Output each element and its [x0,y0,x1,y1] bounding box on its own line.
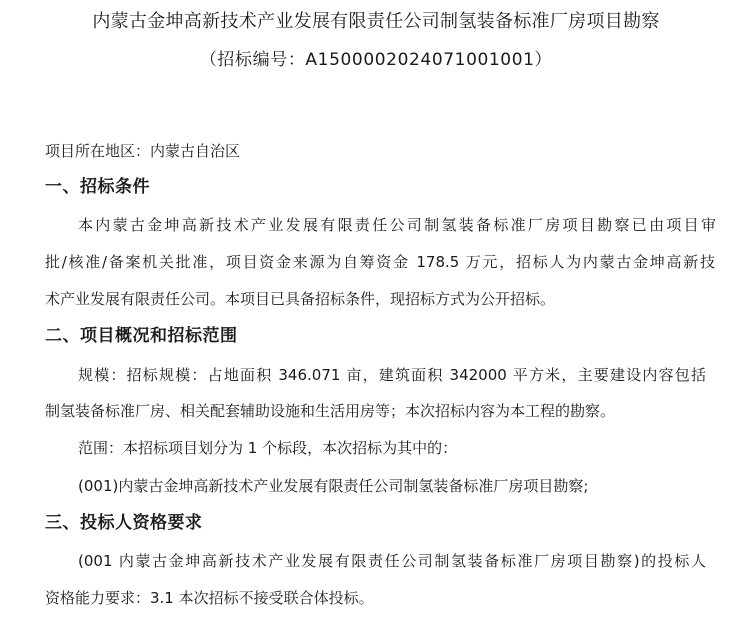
section-2-paragraph-line: 制氢装备标准厂房、相关配套辅助设施和生活用房等；本次招标内容为本工程的勘察。 [45,402,616,420]
project-region: 项目所在地区：内蒙古自治区 [45,142,241,160]
section-2-paragraph-line: (001)内蒙古金坤高新技术产业发展有限责任公司制氢装备标准厂房项目勘察; [78,477,589,495]
document-title: 内蒙古金坤高新技术产业发展有限责任公司制氢装备标准厂房项目勘察 [92,11,660,32]
section-3-paragraph-line: (001 内蒙古金坤高新技术产业发展有限责任公司制氢装备标准厂房项目勘察)的投标人 [78,552,706,570]
section-heading-project-overview: 二、项目概况和招标范围 [45,326,238,346]
section-2-paragraph-line: 范围：本招标项目划分为 1 个标段，本次招标为其中的： [78,439,458,457]
tender-number: （招标编号：A1500002024071001001） [199,50,553,70]
section-heading-bidder-qualifications: 三、投标人资格要求 [45,513,203,533]
section-1-paragraph-line: 本内蒙古金坤高新技术产业发展有限责任公司制氢装备标准厂房项目勘察已由项目审 [78,216,716,234]
section-heading-tender-conditions: 一、招标条件 [45,177,150,197]
section-2-paragraph-line: 规模：招标规模：占地面积 346.071 亩，建筑面积 342000 平方米，主要建设内容包括 [78,366,706,384]
section-1-paragraph-line: 术产业发展有限责任公司。本项目已具备招标条件，现招标方式为公开招标。 [45,290,556,308]
section-3-paragraph-line: 资格能力要求：3.1 本次招标不接受联合体投标。 [45,589,374,607]
section-1-paragraph-line: 批/核准/备案机关批准，项目资金来源为自筹资金 178.5 万元，招标人为内蒙古金坤高新技 [45,253,715,271]
